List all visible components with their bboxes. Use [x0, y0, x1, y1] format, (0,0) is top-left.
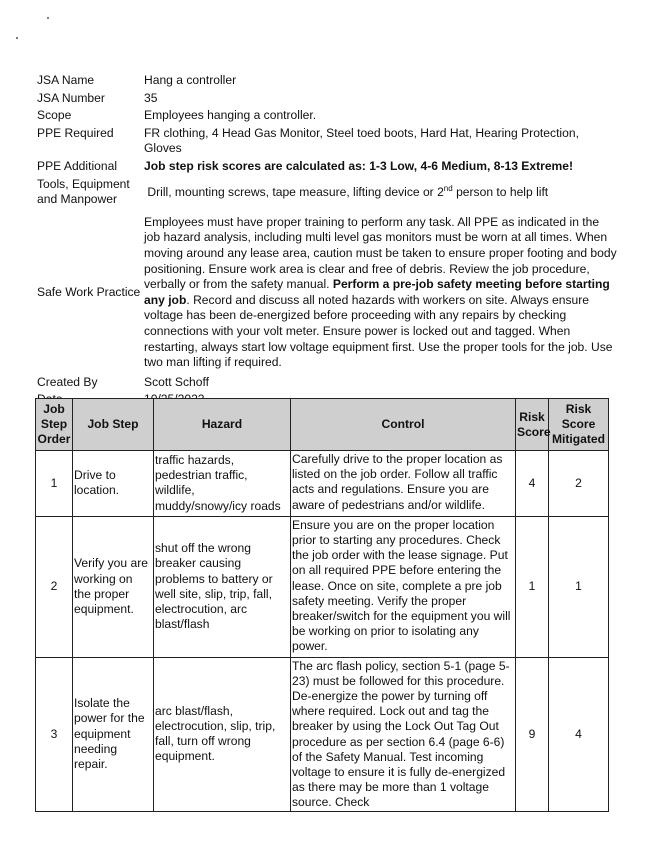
tools-value-text-end: person to help lift: [452, 184, 549, 199]
jsa-info-table: [37, 73, 617, 410]
tools-label-line1: Tools, Equipment: [37, 176, 130, 191]
control: [291, 657, 516, 811]
control-clipped-text: The arc flash policy, section 5-1 (page 5-23) must be followed for this procedure. De-energize the power by turning off where required. Lock out and tag the breaker by using the Lock Out Tag Out procedure as per section 6.4 (page 6-6) of the Safety Manual. Test incoming voltage to ensure it is fully de-energized as there may be more than 1 voltage source. Check: [292, 658, 510, 809]
scope-row: [37, 108, 617, 126]
created-by-value: Scott Schoff: [144, 374, 209, 389]
header-hazard: Hazard: [154, 399, 291, 451]
table-header-row: [36, 399, 609, 451]
risk-score-mitigated: 1: [549, 516, 609, 657]
tools-value: [144, 177, 617, 212]
table-row: [36, 657, 609, 811]
risk-score: 1: [516, 516, 549, 657]
job-step: Verify you are working on the proper equipment.: [73, 516, 154, 657]
header-risk-score: Risk Score: [516, 399, 549, 451]
scan-speck: [47, 17, 49, 19]
jsa-number-value: 35: [144, 90, 158, 105]
safe-work-label: Safe Work Practice: [37, 285, 141, 300]
job-steps-table: [35, 398, 609, 812]
created-by-row: [37, 375, 617, 393]
scope-value: Employees hanging a controller.: [144, 108, 317, 123]
job-step: Drive to location.: [73, 451, 154, 517]
table-row: [36, 516, 609, 657]
table-row: [36, 451, 609, 517]
hazard: arc blast/flash, electrocution, slip, trip, fall, turn off wrong equipment.: [154, 657, 291, 811]
ppe-required-label: PPE Required: [37, 125, 114, 140]
job-step: Isolate the power for the equipment needing repair.: [73, 657, 154, 811]
header-risk-mitigated: Risk Score Mitigated: [549, 399, 609, 451]
scan-speck: [16, 37, 18, 39]
hazard: shut off the wrong breaker causing problems to battery or well site, slip, trip, fall, electrocution, arc blast/flash: [154, 516, 291, 657]
ppe-additional-label: PPE Additional: [37, 158, 118, 173]
step-order: 1: [36, 451, 73, 517]
safe-work-row: [37, 212, 617, 375]
control: Carefully drive to the proper location as listed on the job order. Follow all traffic acts and regulations. Ensure you are aware of pedestrians and/or wildlife.: [291, 451, 516, 517]
jsa-name-value: Hang a controller: [144, 73, 237, 87]
header-control: Control: [291, 399, 516, 451]
header-step-order: Job Step Order: [36, 399, 73, 451]
risk-score: 4: [516, 451, 549, 517]
tools-value-sup: nd: [443, 183, 453, 193]
risk-score: 9: [516, 657, 549, 811]
tools-value-text: Drill, mounting screws, tape measure, lifting device or 2: [147, 184, 444, 199]
safe-work-emphasis: Perform a pre-job safety meeting before starting any job: [144, 277, 610, 307]
ppe-additional-value: Job step risk scores are calculated as: 1-3 Low, 4-6 Medium, 8-13 Extreme!: [144, 158, 574, 173]
ppe-additional-row: [37, 159, 617, 177]
safe-work-text-end: . Record and discuss all noted hazards with workers on site. Always ensure voltage has been de-energized before proceeding with any repairs by checking connections with your volt meter. Ensure power is locked out and tagged. When restarting, always start low voltage equipment first. Use the proper tools for the job. Use two man lifting if required.: [144, 292, 613, 370]
created-by-label: Created By: [37, 374, 98, 389]
jsa-name-label: JSA Name: [37, 73, 95, 87]
risk-score-mitigated: 2: [549, 451, 609, 517]
control: Ensure you are on the proper location prior to starting any procedures. Check the job order with the lease signage. Put on all required PPE before entering the lease. Once on site, complete a pre job safety meeting. Verify the proper breaker/switch for the equipment you will be working on prior to isolating any power.: [291, 516, 516, 657]
safe-work-value: [144, 212, 617, 375]
scope-label: Scope: [37, 108, 72, 123]
risk-score-mitigated: 4: [549, 657, 609, 811]
tools-label: [37, 177, 144, 212]
ppe-required-value: FR clothing, 4 Head Gas Monitor, Steel toed boots, Hard Hat, Hearing Protection, Gloves: [144, 125, 579, 156]
hazard: traffic hazards, pedestrian traffic, wildlife, muddy/snowy/icy roads: [154, 451, 291, 517]
jsa-name-row: [37, 73, 617, 91]
step-order: 2: [36, 516, 73, 657]
jsa-number-label: JSA Number: [37, 90, 105, 105]
step-order: 3: [36, 657, 73, 811]
ppe-required-row: [37, 126, 617, 159]
header-job-step: Job Step: [73, 399, 154, 451]
safe-work-text: Employees must have proper training to perform any task. All PPE as indicated in the job hazard analysis, including multi level gas monitors must be worn at all times. When moving around any lease area, caution must be taken to ensure proper footing and body positioning. Ensure work area is clear and free of debris. Review the job procedure, verbally or from the safety manual.: [144, 214, 617, 292]
tools-label-line2: and Manpower: [37, 192, 118, 207]
tools-row: [37, 177, 617, 212]
jsa-number-row: [37, 91, 617, 109]
